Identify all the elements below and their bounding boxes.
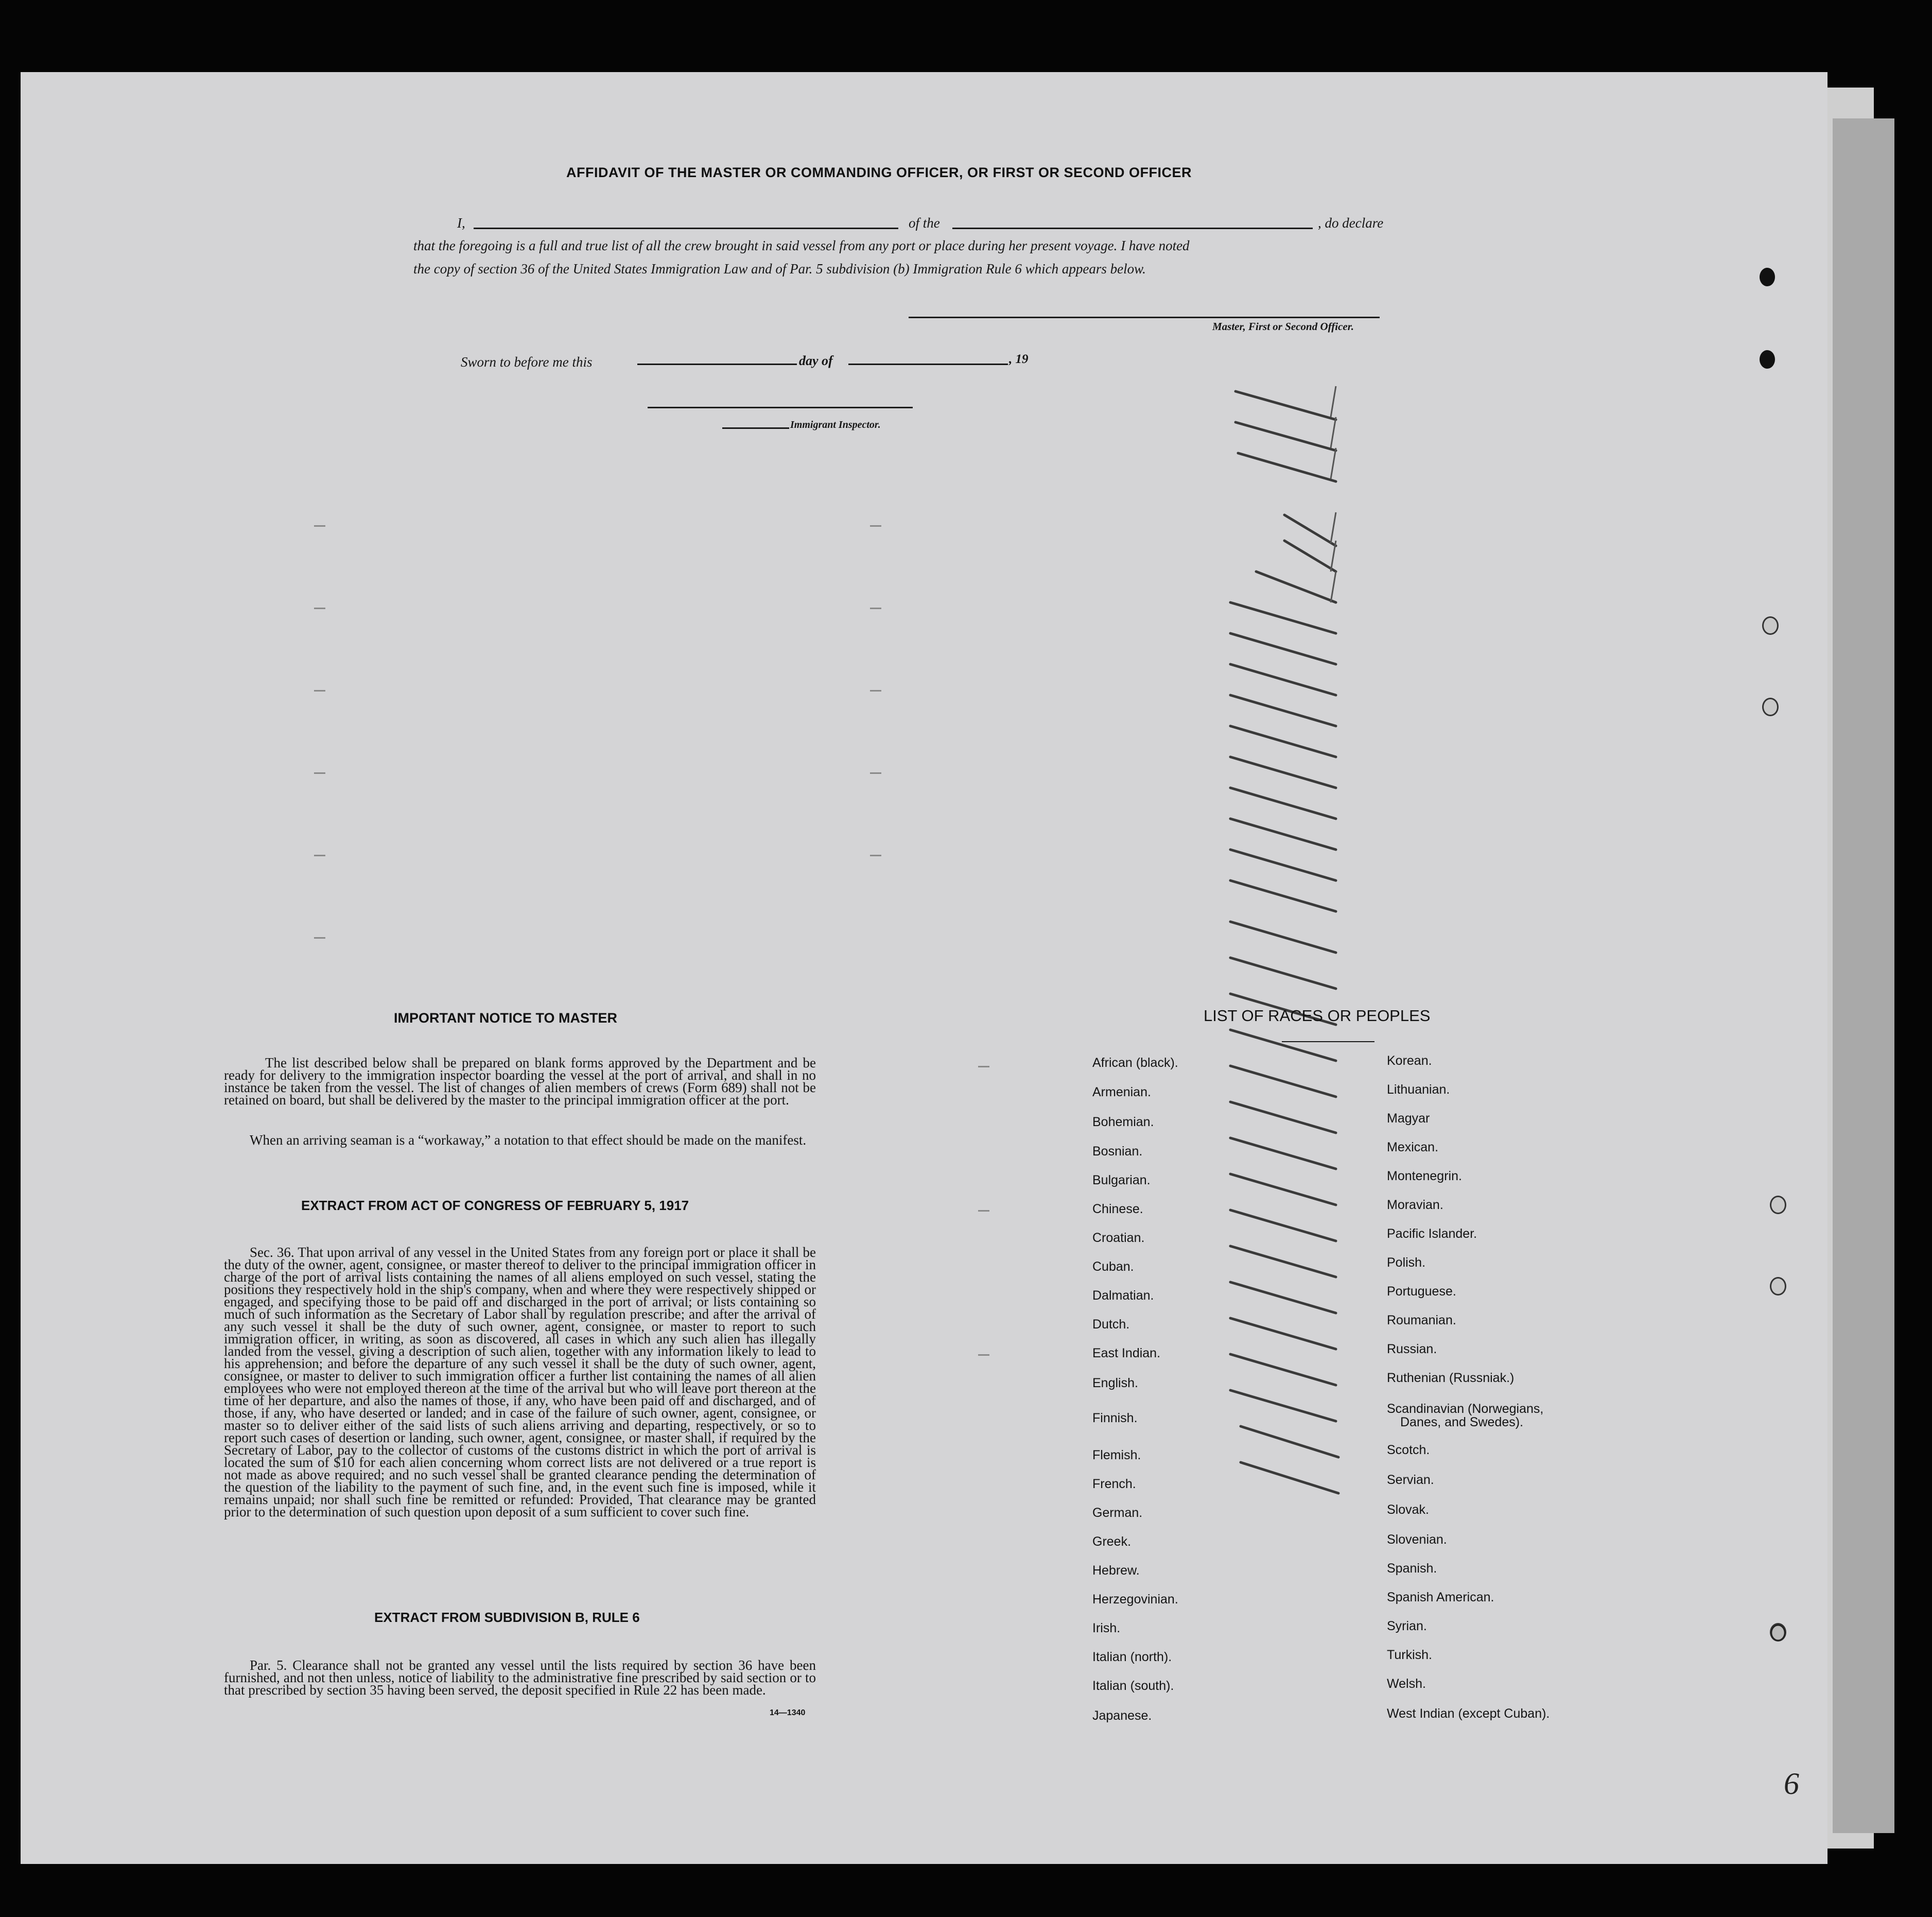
races-title: LIST OF RACES OR PEOPLES: [1204, 1007, 1431, 1025]
race-item: Scotch.: [1387, 1443, 1430, 1457]
affidavit-do-declare: , do declare: [1318, 215, 1384, 231]
document-page: [21, 72, 1827, 1864]
sworn-month-blank[interactable]: [848, 364, 1008, 365]
race-item: Korean.: [1387, 1054, 1432, 1068]
race-item: Italian (south).: [1092, 1679, 1174, 1693]
race-item: Bosnian.: [1092, 1144, 1143, 1159]
punch-hole: [1762, 698, 1779, 716]
vessel-name-blank[interactable]: [952, 228, 1313, 229]
punch-hole: [1770, 1196, 1786, 1214]
race-item: Irish.: [1092, 1621, 1121, 1635]
faint-dash: [870, 690, 881, 692]
race-item: Spanish American.: [1387, 1590, 1494, 1604]
punch-hole: [1770, 1277, 1786, 1296]
faint-dash: [314, 525, 325, 527]
rule-extract-title: EXTRACT FROM SUBDIVISION B, RULE 6: [374, 1610, 640, 1625]
race-item: Ruthenian (Russniak.): [1387, 1371, 1515, 1385]
faint-dash: [870, 608, 881, 609]
faint-dash: [870, 772, 881, 774]
race-item: Slovak.: [1387, 1502, 1429, 1517]
race-item: Welsh.: [1387, 1677, 1426, 1691]
race-item: Croatian.: [1092, 1231, 1145, 1245]
inspector-caption: Immigrant Inspector.: [790, 419, 881, 430]
faint-dash: [870, 525, 881, 527]
race-item: Montenegrin.: [1387, 1169, 1462, 1183]
affidavit-of-the-label: of the: [909, 215, 940, 231]
officer-signature-caption: Master, First or Second Officer.: [1212, 320, 1354, 333]
race-item: Finnish.: [1092, 1411, 1138, 1425]
race-item: Greek.: [1092, 1534, 1132, 1549]
race-item: Russian.: [1387, 1342, 1437, 1356]
race-item: Portuguese.: [1387, 1284, 1456, 1299]
race-item: Chinese.: [1092, 1202, 1143, 1216]
notice-paragraph-1: The list described below shall be prepared on blank forms approved by the Department and be ready for delivery to the immigration inspector boarding the vessel at the port of arrival, and shall in no instance be taken from the vessel. The list of changes of alien members of crews (Form 689) shall not be retained on board, but shall be delivered by the master to the principal immigration officer at the port.: [224, 1055, 816, 1108]
races-title-underline: [1282, 1041, 1374, 1042]
affidavit-title: AFFIDAVIT OF THE MASTER OR COMMANDING OFFICER, OR FIRST OR SECOND OFFICER: [566, 165, 1192, 180]
race-item: Dalmatian.: [1092, 1288, 1154, 1303]
form-number: 14—1340: [770, 1708, 806, 1717]
handwritten-check-marks: [1199, 376, 1405, 1612]
affidavit-i-label: I,: [457, 215, 465, 231]
inspector-short-line: [722, 427, 789, 429]
race-item: Roumanian.: [1387, 1313, 1456, 1327]
race-item: Spanish.: [1387, 1561, 1437, 1576]
act-extract-title: EXTRACT FROM ACT OF CONGRESS OF FEBRUARY 5, 1917: [301, 1198, 689, 1213]
race-item: Hebrew.: [1092, 1563, 1140, 1578]
race-item: Lithuanian.: [1387, 1082, 1450, 1097]
sworn-day-blank[interactable]: [637, 364, 797, 365]
race-item: Flemish.: [1092, 1448, 1141, 1462]
handwritten-corner-mark: 6: [1784, 1767, 1799, 1801]
race-item: French.: [1092, 1477, 1136, 1491]
underlying-page-edge: [1833, 118, 1894, 1833]
race-item: Syrian.: [1387, 1619, 1427, 1633]
race-item: African (black).: [1092, 1056, 1178, 1070]
punch-hole: [1762, 616, 1779, 635]
race-item: Dutch.: [1092, 1317, 1130, 1332]
officer-signature-line[interactable]: [909, 317, 1380, 318]
race-item: West Indian (except Cuban).: [1387, 1706, 1550, 1721]
faint-dash: [314, 937, 325, 939]
faint-dash: [314, 855, 325, 856]
race-item: Scandinavian (Norwegians,: [1387, 1402, 1544, 1416]
race-item: Danes, and Swedes).: [1400, 1415, 1524, 1429]
notice-paragraph-2: When an arriving seaman is a “workaway,” a notation to that effect should be made on the manifest.: [250, 1132, 807, 1148]
affidavit-line-2: that the foregoing is a full and true list of all the crew brought in said vessel from any port or place during her present voyage. I have noted: [413, 238, 1190, 253]
race-item: Armenian.: [1092, 1085, 1151, 1099]
race-item: Japanese.: [1092, 1708, 1152, 1723]
race-item: Italian (north).: [1092, 1650, 1172, 1664]
race-item: Cuban.: [1092, 1259, 1134, 1274]
rule-extract-text: Par. 5. Clearance shall not be granted any vessel until the lists required by section 36 have been furnished, and not then unless, notice of liability to the administrative fine prescribed by said section or to that prescribed by section 35 having been served, the deposit specified in Rule 22 has been made.: [224, 1657, 816, 1698]
faint-dash: [978, 1210, 989, 1212]
binder-clip-mark: [1760, 350, 1775, 369]
inspector-signature-line[interactable]: [648, 407, 913, 408]
binder-clip-mark: [1760, 268, 1775, 286]
notice-title: IMPORTANT NOTICE TO MASTER: [394, 1010, 617, 1026]
faint-dash: [978, 1066, 989, 1067]
race-item: Mexican.: [1387, 1140, 1439, 1154]
sworn-day-of-label: day of: [799, 353, 833, 368]
punch-hole: [1771, 1625, 1786, 1641]
race-item: Magyar: [1387, 1111, 1430, 1126]
race-item: Bohemian.: [1092, 1115, 1154, 1129]
race-item: Herzegovinian.: [1092, 1592, 1178, 1607]
affidavit-line-3: the copy of section 36 of the United States Immigration Law and of Par. 5 subdivision (b) Immigration Rule 6 which appears below.: [413, 261, 1146, 277]
race-item: East Indian.: [1092, 1346, 1161, 1360]
race-item: Bulgarian.: [1092, 1173, 1151, 1187]
faint-dash: [978, 1354, 989, 1356]
race-item: Moravian.: [1387, 1198, 1443, 1212]
master-name-blank[interactable]: [474, 228, 898, 229]
act-extract-text: Sec. 36. That upon arrival of any vessel in the United States from any foreign port or place it shall be the duty of the owner, agent, consignee, or master thereof to deliver to the principal immigration officer in charge of the port of arrival lists containing the names of all aliens employed on such vessel, stating the positions they respectively hold in the ship's company, when and where they were respectively shipped or engaged, and specifying those to be paid off and discharged in the port of arrival; or lists containing so much of such information as the Secretary of Labor shall by regulation prescribe; and after the arrival of any such vessel it shall be the duty of such owner, agent, consignee, or master to report to such immigration officer, in writing, as soon as discovered, all cases in which any such alien has illegally landed from the vessel, giving a description of such alien, together with any information likely to lead to his apprehension; and before the departure of any such vessel it shall be the duty of such owner, agent, consignee, or master to deliver to such immigration officer a further list containing the names of all alien employees who were not employed thereon at the time of the arrival but who will leave port thereon at the time of her departure, and also the names of those, if any, who have been paid off and discharged, and of those, if any, who have deserted or landed; and in case of the failure of such owner, agent, consignee, or master so to deliver either of the said lists of such aliens arriving and departing, respectively, or so to report such cases of desertion or landing, such owner, agent, consignee, or master shall, if required by the Secretary of Labor, pay to the collector of customs of the customs district in which the port of arrival is located the sum of $10 for each alien concerning whom correct lists are not delivered or a true report is not made as above required; and no such vessel shall be granted clearance pending the determination of the question of the liability to the payment of such fine, and, in the event such fine is imposed, while it remains unpaid; nor shall such fine be remitted or refunded: Provided, That clearance may be granted prior to the determination of such question upon deposit of a sum sufficient to cover such fine.: [224, 1245, 816, 1519]
faint-dash: [870, 855, 881, 856]
race-item: German.: [1092, 1506, 1143, 1520]
race-item: Servian.: [1387, 1473, 1434, 1487]
sworn-statement: Sworn to before me this: [461, 354, 593, 370]
race-item: Polish.: [1387, 1255, 1426, 1270]
race-item: Slovenian.: [1387, 1532, 1447, 1547]
faint-dash: [314, 690, 325, 692]
race-item: Pacific Islander.: [1387, 1227, 1477, 1241]
faint-dash: [314, 772, 325, 774]
race-item: English.: [1092, 1376, 1138, 1390]
race-item: Turkish.: [1387, 1648, 1432, 1662]
faint-dash: [314, 608, 325, 609]
sworn-year-label: , 19: [1009, 352, 1029, 366]
